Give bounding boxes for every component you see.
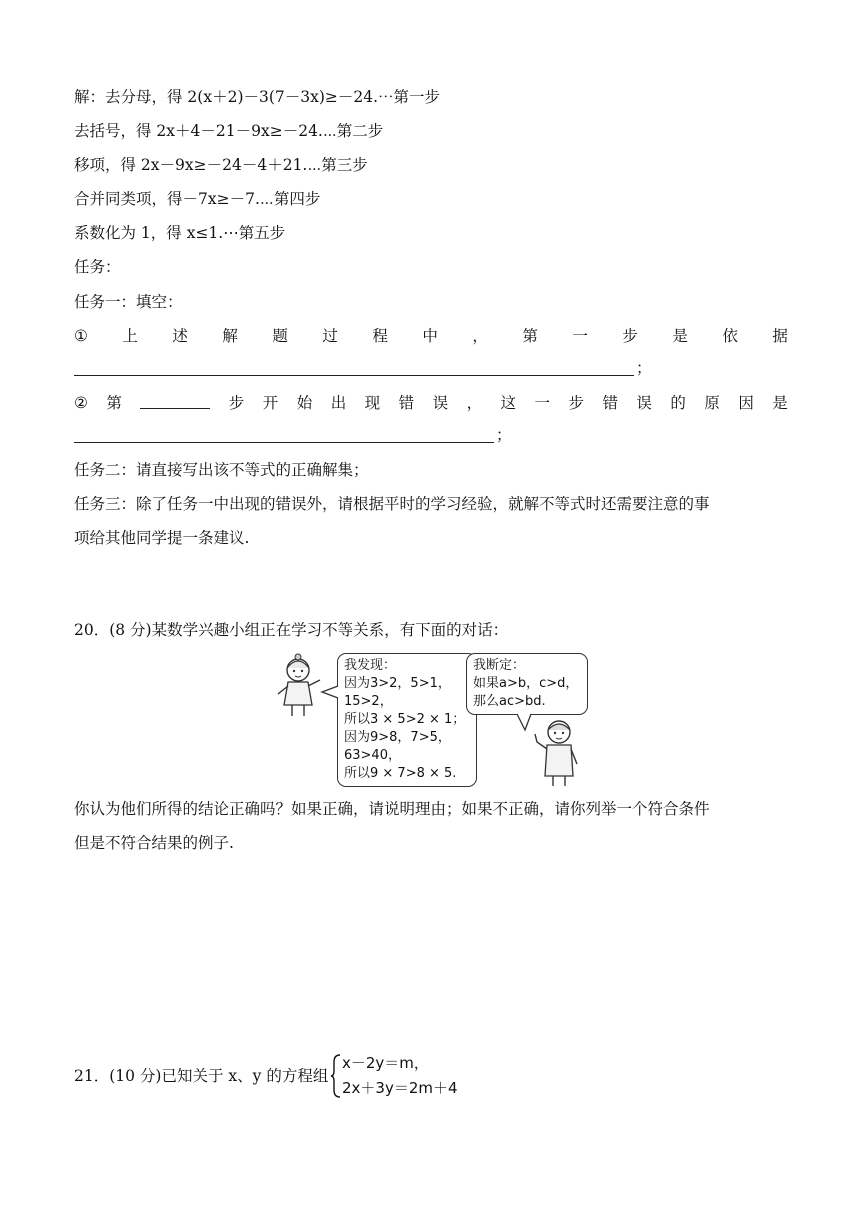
answer-blank-1[interactable]	[74, 375, 634, 376]
task1-question-1: ① 上 述 解 题 过 程 中 ， 第 一 步 是 依 据	[74, 327, 788, 345]
task1-question-2: ② 第 步 开 始 出 现 错 误 ， 这 一 步 错 误 的 原 因 是	[74, 394, 788, 412]
left-brace	[330, 1054, 342, 1098]
solution-step-4: 合并同类项，得－7x≥－7.⋯第四步	[74, 190, 321, 208]
semicolon-1: ；	[636, 359, 652, 377]
task3-line-2: 项给其他同学提一条建议.	[74, 529, 250, 547]
solution-step-1: 解：去分母，得 2(x＋2)－3(7－3x)≥－24.⋯第一步	[74, 88, 441, 106]
solution-step-5: 系数化为 1，得 x≤1.⋯第五步	[74, 224, 286, 242]
q20-ask-line-1: 你认为他们所得的结论正确吗？如果正确，请说明理由；如果不正确，请你列举一个符合条件	[74, 800, 710, 818]
q20-ask-line-2: 但是不符合结果的例子.	[74, 834, 234, 852]
q21-stem: 21．(10 分)已知关于 x、y 的方程组	[74, 1067, 329, 1085]
semicolon-2: ；	[496, 426, 512, 444]
solution-step-2: 去括号，得 2x＋4－21－9x≥－24.⋯第二步	[74, 122, 384, 140]
equation-2: 2x＋3y＝2m＋4	[342, 1079, 458, 1097]
boy-illustration	[527, 716, 587, 788]
speech-bubble-right: 我断定： 如果a>b，c>d， 那么ac>bd.	[466, 653, 588, 715]
q20-stem: 20．(8 分)某数学兴趣小组正在学习不等关系，有下面的对话：	[74, 621, 509, 639]
task1-label: 任务一：填空：	[74, 293, 183, 311]
bubble-left-tail	[320, 684, 340, 700]
answer-blank-2[interactable]	[74, 442, 494, 443]
speech-bubble-left: 我发现： 因为3>2，5>1， 15>2， 所以3 × 5>2 × 1； 因为9>8，7>5， 63>40， 所以9 × 7>8 × 5.	[337, 653, 477, 787]
task2: 任务二：请直接写出该不等式的正确解集；	[74, 461, 369, 479]
solution-step-3: 移项，得 2x－9x≥－24－4＋21.⋯第三步	[74, 156, 368, 174]
step-number-blank[interactable]	[140, 393, 210, 409]
task3-line-1: 任务三：除了任务一中出现的错误外，请根据平时的学习经验，就解不等式时还需要注意的事	[74, 495, 710, 513]
equation-1: x－2y＝m，	[342, 1054, 429, 1072]
tasks-label: 任务：	[74, 258, 121, 276]
